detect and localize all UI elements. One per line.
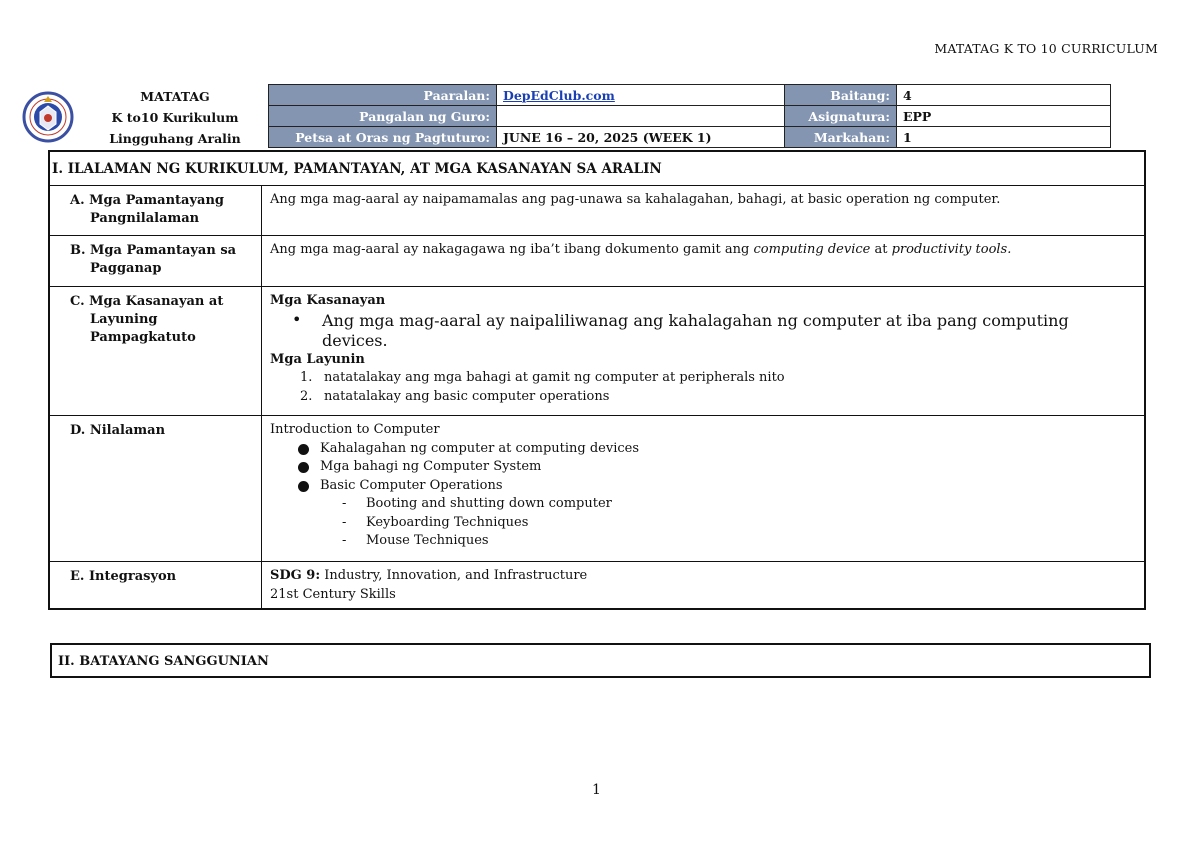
row-e-content (264, 562, 1144, 608)
school-line-2: K to10 Kurikulum (111, 110, 239, 125)
sdg-text: Industry, Innovation, and Infrastructure (320, 568, 588, 583)
row-c-content (264, 287, 1144, 415)
list-number: 1. (300, 370, 313, 385)
filled-circle-bullet-icon (298, 462, 309, 473)
row-b-content (264, 236, 1144, 286)
list-item (270, 532, 1138, 551)
filled-circle-bullet-icon (298, 481, 309, 492)
row-e (50, 562, 1144, 608)
row-c-label-3: Pampagkatuto (90, 330, 196, 345)
list-text: Kahalagahan ng computer at computing devices (320, 440, 640, 456)
paaralan-label: Paaralan: (269, 85, 497, 106)
list-item (270, 458, 1138, 477)
row-b-label (50, 236, 262, 286)
row-b-label-2: Pagganap (90, 261, 162, 276)
deped-seal-icon (22, 84, 74, 150)
row-c-label (50, 287, 262, 415)
markahan-value: 1 (897, 127, 1111, 148)
curriculum-header: MATATAG K TO 10 CURRICULUM (934, 41, 1158, 56)
list-item (270, 514, 1138, 533)
list-text: natatalakay ang mga bahagi at gamit ng computer at peripherals nito (324, 370, 785, 385)
skills-line: 21st Century Skills (270, 586, 396, 602)
list-text: natatalakay ang basic computer operations (324, 388, 610, 404)
row-a-content: Ang mga mag-aaral ay naipamamalas ang pag-unawa sa kahalagahan, bahagi, at basic operation ng computer. (270, 192, 1001, 207)
sdg-label: SDG 9: (270, 568, 321, 583)
school-link[interactable]: DepEdClub.com (503, 87, 615, 103)
row-b-label-1: B. Mga Pamantayan sa (70, 243, 237, 258)
list-text: Mouse Techniques (366, 533, 489, 548)
asignatura-label: Asignatura: (785, 106, 897, 127)
dash-bullet: - (342, 533, 347, 548)
paaralan-value (497, 85, 785, 106)
row-c (50, 287, 1144, 416)
section-1-title: I. ILALAMAN NG KURIKULUM, PAMANTAYAN, AT MGA KASANAYAN SA ARALIN (50, 152, 1144, 186)
list-text: Mga bahagi ng Computer System (320, 459, 542, 474)
guro-label: Pangalan ng Guro: (269, 106, 497, 127)
info-table (268, 84, 1111, 148)
list-item (270, 388, 1138, 407)
filled-circle-bullet-icon (298, 444, 309, 455)
petsa-value: JUNE 16 – 20, 2025 (WEEK 1) (497, 127, 785, 148)
row-b-text-2: at (870, 242, 892, 257)
row-a-label-1: A. Mga Pamantayang (70, 193, 224, 208)
row-e-label: E. Integrasyon (50, 562, 262, 608)
row-b-em-1: computing device (753, 242, 871, 257)
guro-value (497, 106, 785, 127)
row-d-label: D. Nilalaman (50, 416, 262, 561)
markahan-label: Markahan: (785, 127, 897, 148)
school-line-3: Lingguhang Aralin (109, 131, 241, 146)
kasanayan-item (270, 311, 1138, 351)
school-block (85, 86, 265, 149)
list-item (270, 495, 1138, 514)
row-d-content (264, 416, 1144, 561)
dash-bullet: - (342, 496, 347, 511)
list-item (270, 369, 1138, 388)
dash-bullet: - (342, 514, 347, 530)
row-b-em-2: productivity tools. (891, 242, 1012, 257)
section-2-title: II. BATAYANG SANGGUNIAN (50, 643, 1151, 678)
sdg-line (270, 567, 1138, 586)
bullet-icon: • (292, 309, 302, 329)
row-b (50, 236, 1144, 287)
row-b-text-1: Ang mga mag-aaral ay nakagagawa ng iba’t ibang dokumento gamit ang (270, 242, 754, 257)
row-d (50, 416, 1144, 562)
page-number: 1 (592, 782, 601, 798)
list-item (270, 440, 1138, 459)
row-a-label (50, 186, 262, 235)
list-text: Basic Computer Operations (320, 477, 503, 493)
list-number: 2. (300, 388, 313, 404)
list-text: Booting and shutting down computer (366, 496, 612, 511)
asignatura-value: EPP (897, 106, 1111, 127)
kasanayan-heading: Mga Kasanayan (270, 293, 386, 308)
row-a (50, 186, 1144, 236)
baitang-value: 4 (897, 85, 1111, 106)
petsa-label: Petsa at Oras ng Pagtuturo: (269, 127, 497, 148)
baitang-label: Baitang: (785, 85, 897, 106)
list-text: Keyboarding Techniques (366, 514, 529, 530)
row-a-label-2: Pangnilalaman (90, 211, 200, 226)
kasanayan-item-line-1: Ang mga mag-aaral ay naipaliliwanag ang kahalagahan ng computer at iba pang computing (322, 310, 1069, 330)
section-1 (48, 150, 1146, 610)
school-line-1: MATATAG (140, 89, 210, 104)
list-item (270, 477, 1138, 496)
layunin-heading: Mga Layunin (270, 351, 365, 367)
kasanayan-item-line-2: devices. (322, 330, 388, 350)
nilalaman-intro: Introduction to Computer (270, 422, 440, 437)
row-c-label-2: Layuning (90, 312, 158, 327)
row-c-label-1: C. Mga Kasanayan at (70, 294, 224, 309)
